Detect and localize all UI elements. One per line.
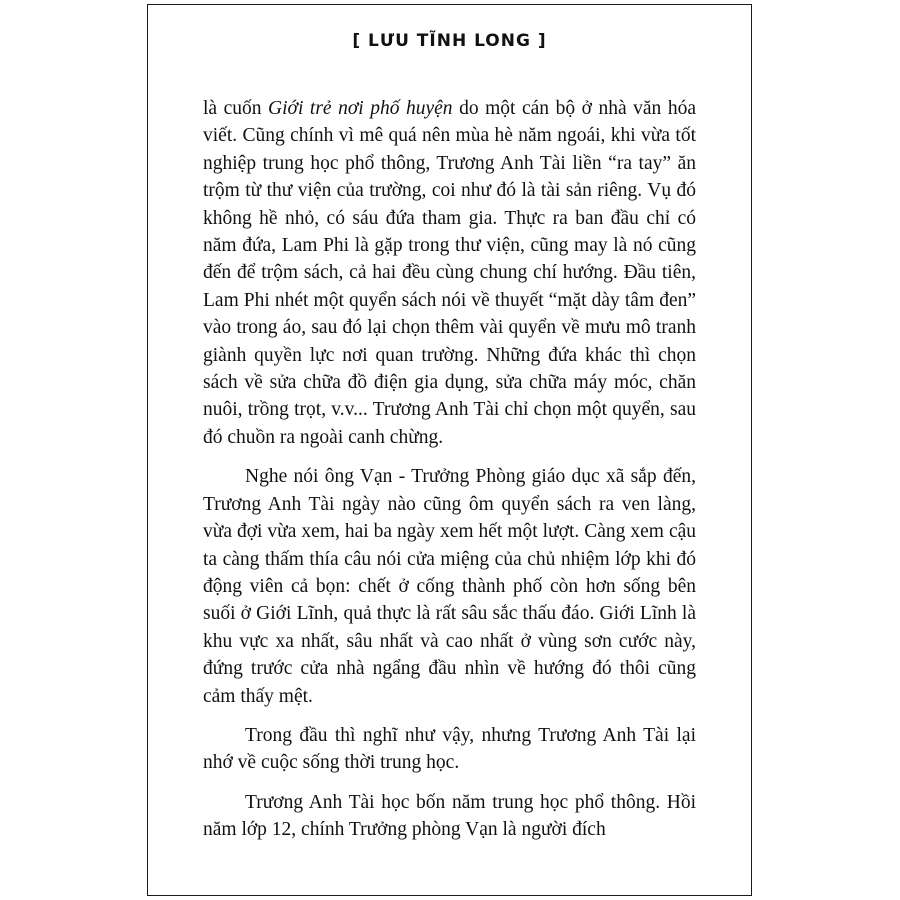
paragraph-1-rest: do một cán bộ ở nhà văn hóa viết. Cũng chính vì mê quá nên mùa hè năm ngoái, khi vừa tốt nghiệp trung học phổ thông, Trương Anh Tài liền “ra tay” ăn trộm từ thư viện của trường, coi như đó là tài sản riêng. Vụ đó không hề nhỏ, có sáu đứa tham gia. Thực ra ban đầu chỉ có năm đứa, Lam Phi là gặp trong thư viện, cũng may là nó cũng đến để trộm sách, cả hai đều cùng chung chí hướng. Đầu tiên, Lam Phi nhét một quyển sách nói về thuyết “mặt dày tâm đen” vào trong áo, sau đó lại chọn thêm vài quyển về mưu mô tranh giành quyền lực nơi quan trường. Những đứa khác thì chọn sách về sửa chữa đồ điện gia dụng, sửa chữa máy móc, chăn nuôi, trồng trọt, v.v... Trương Anh Tài chỉ chọn một quyển, sau đó chuồn ra ngoài canh chừng. — [203, 98, 696, 448]
paragraph-4: Trương Anh Tài học bốn năm trung học phổ thông. Hồi năm lớp 12, chính Trưởng phòng Vạn là người đích — [203, 791, 696, 841]
paragraph-3: Trong đầu thì nghĩ như vậy, nhưng Trương Anh Tài lại nhớ về cuộc sống thời trung học. — [203, 724, 696, 774]
running-header: [ LƯU TĨNH LONG ] — [352, 31, 547, 51]
book-page — [147, 4, 752, 896]
paragraph-1-intro: là cuốn — [203, 98, 269, 119]
paragraph-1 — [203, 95, 696, 451]
book-title-italic: Giới trẻ nơi phố huyện — [268, 98, 453, 119]
paragraph-2: Nghe nói ông Vạn - Trưởng Phòng giáo dục xã sắp đến, Trương Anh Tài ngày nào cũng ôm quyển sách ra ven làng, vừa đợi vừa xem, hai ba ngày xem hết một lượt. Càng xem cậu ta càng thấm thía câu nói cửa miệng của chủ nhiệm lớp khi đó động viên cả bọn: chết ở cống thành phố còn hơn sống bên suối ở Giới Lĩnh, quả thực là rất sâu sắc thấu đáo. Giới Lĩnh là khu vực xa nhất, sâu nhất và cao nhất ở vùng sơn cước này, đứng trước cửa nhà ngẩng đầu nhìn về hướng đó thôi cũng cảm thấy mệt. — [203, 466, 696, 707]
body-text — [203, 95, 696, 856]
